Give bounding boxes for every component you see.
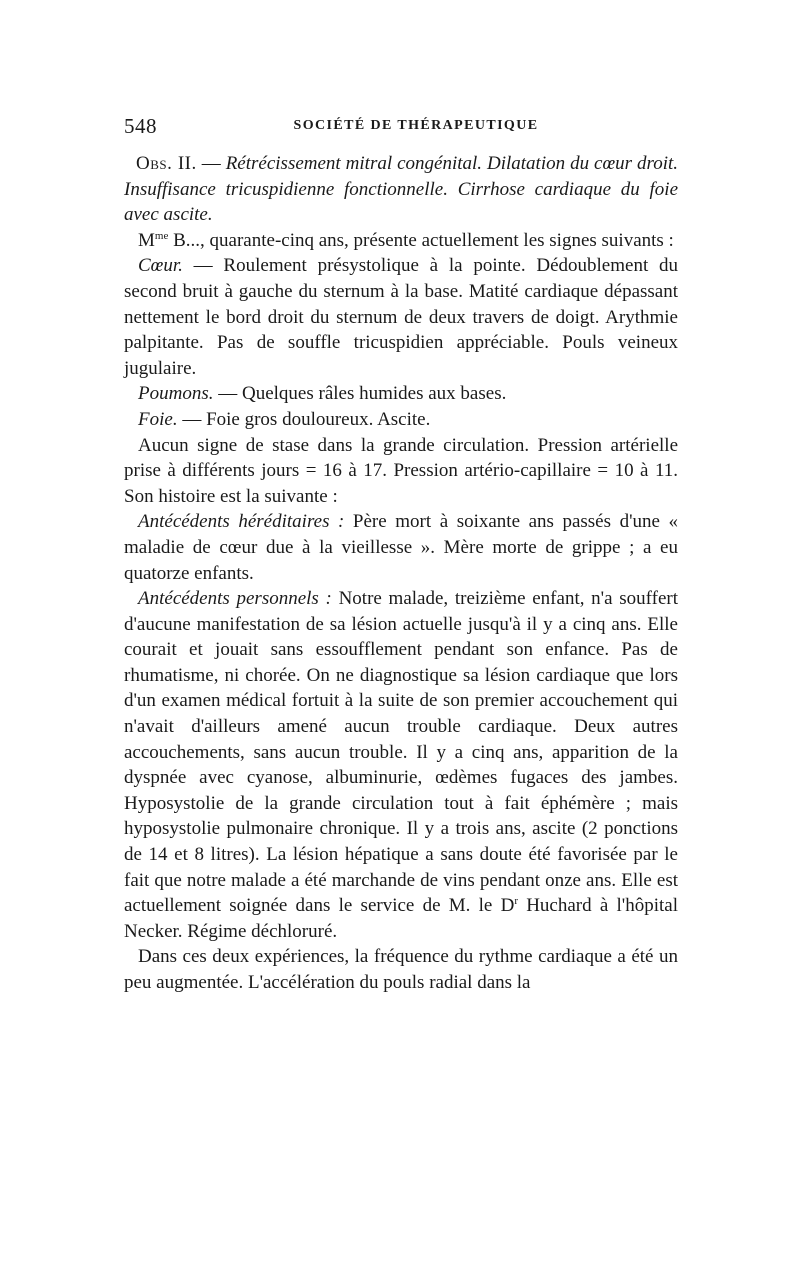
foie-paragraph	[124, 407, 678, 433]
page-number: 548	[124, 114, 157, 138]
hereditaires-label: Antécédents héréditaires :	[138, 511, 345, 533]
patient-paragraph	[124, 228, 678, 254]
page-header	[124, 114, 678, 142]
poumons-label: Poumons.	[138, 383, 214, 405]
coeur-text: — Roulement présystolique à la pointe. Dédoublement du second bruit à gauche du sternum à la base. Matité cardiaque dépassant nettement le bord droit du sternum de deux travers de doigt. Arythmie palpitante. Pas de souffle tricuspidien appréciable. Pouls veineux jugulaire.	[124, 255, 678, 379]
observation-title: Rétrécissement mitral congénital. Dilatation du cœur droit. Insuffisance tricuspidienne fonctionnelle. Cirrhose cardiaque du foie avec ascite.	[124, 153, 679, 226]
patient-text: B..., quarante-cinq ans, présente actuellement les signes suivants :	[168, 229, 674, 251]
personnels-label: Antécédents personnels :	[138, 588, 332, 610]
body-text	[124, 151, 678, 996]
hereditaires-text: Père mort à soixante ans passés d'une « maladie de cœur due à la vieillesse ». Mère morte de grippe ; a eu quatorze enfants.	[124, 511, 678, 584]
stase-paragraph: Aucun signe de stase dans la grande circulation. Pression artérielle prise à différents jours = 16 à 17. Pression artério-capillaire = 10 à 11. Son histoire est la suivante :	[124, 434, 678, 507]
foie-label: Foie.	[138, 408, 178, 430]
coeur-label: Cœur.	[138, 255, 183, 277]
poumons-paragraph	[124, 381, 678, 407]
observation-dash: —	[196, 153, 226, 174]
doctor-title-sup: r	[514, 895, 518, 908]
coeur-paragraph	[124, 253, 678, 381]
patient-title-sup: me	[154, 229, 169, 242]
personnels-paragraph	[124, 586, 678, 944]
personnels-text-end: Huchard à l'hôpital Necker. Régime déchloruré.	[124, 895, 678, 942]
foie-text: — Foie gros douloureux. Ascite.	[177, 408, 431, 430]
observation-label: Obs. II.	[136, 153, 197, 174]
closing-paragraph: Dans ces deux expériences, la fréquence du rythme cardiaque a été un peu augmentée. L'accélération du pouls radial dans la	[124, 946, 678, 993]
hereditaires-paragraph	[124, 509, 678, 586]
personnels-text: Notre malade, treizième enfant, n'a souffert d'aucune manifestation de sa lésion actuelle jusqu'à il y a cinq ans. Elle courait et jouait sans essoufflement pendant son enfance. Pas de rhumatisme, ni chorée. On ne diagnostique sa lésion cardiaque que lors d'un examen médical fortuit à la suite de son premier accouchement qui n'avait d'ailleurs amené aucun trouble cardiaque. Deux autres accouchements, sans aucun trouble. Il y a cinq ans, apparition de la dyspnée avec cyanose, albuminurie, œdèmes fugaces des jambes. Hyposystolie de la grande circulation tout à fait éphémère ; mais hyposystolie pulmonaire chronique. Il y a trois ans, ascite (2 ponctions de 14 et 8 litres). La lésion hépatique a sans doute été favorisée par le fait que notre malade a été marchande de vins pendant onze ans. Elle est actuellement soignée dans le service de M. le	[124, 588, 678, 917]
running-title: SOCIÉTÉ DE THÉRAPEUTIQUE	[293, 118, 539, 133]
observation-heading	[124, 151, 678, 228]
poumons-text: — Quelques râles humides aux bases.	[213, 383, 507, 405]
patient-title: M	[138, 229, 155, 251]
doctor-title: D	[500, 895, 515, 917]
